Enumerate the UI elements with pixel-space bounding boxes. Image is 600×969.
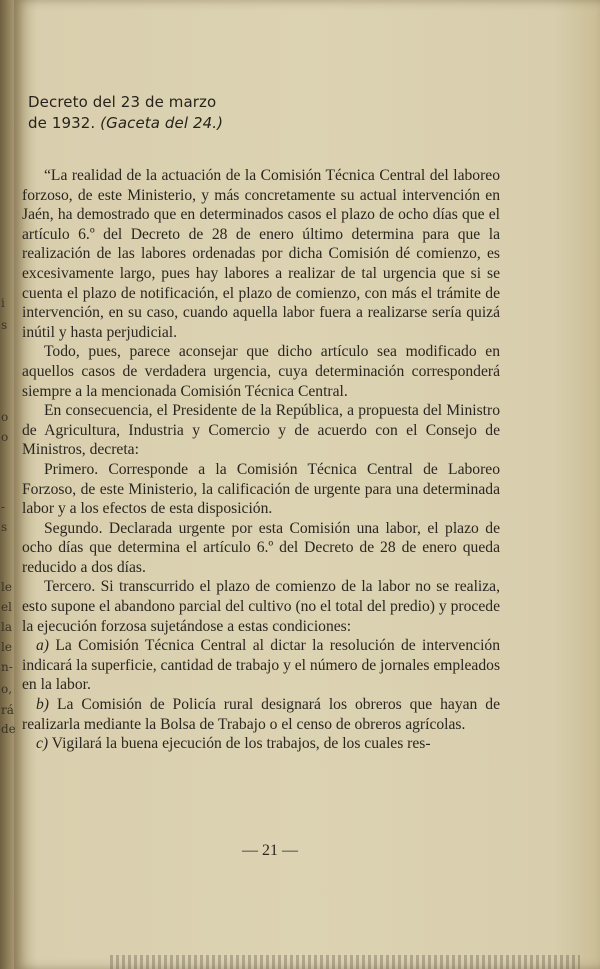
condition-letter: b) <box>36 696 49 714</box>
paragraph-decree: En consecuencia, el Presidente de la República, a propuesta del Ministro de Agricultura, Industria y Comercio y de acuerdo con el Consejo de Ministros, decreta: <box>22 402 500 459</box>
article-tercero: Tercero. Si transcurrido el plazo de comienzo de la labor no se realiza, esto supone el abandono parcial del cultivo (no el total del predio) y procede la ejecución forzosa sujetándose a estas condiciones: <box>22 578 500 635</box>
decree-heading <box>28 92 288 134</box>
heading-line-2 <box>28 113 288 134</box>
margin-fragment: s <box>1 318 8 332</box>
margin-fragment: el <box>1 600 12 614</box>
margin-fragment: le <box>1 580 12 594</box>
condition-letter: c) <box>36 735 49 753</box>
margin-fragment: la <box>1 620 12 634</box>
paragraph-motivation: Todo, pues, parece aconsejar que dicho artículo sea modificado en aquellos casos de verdadera urgencia, cuya determinación corresponderá siempre a la mencionada Comisión Técnica Central. <box>22 343 500 400</box>
condition-b <box>22 695 500 734</box>
adjacent-page-fragments <box>0 0 20 969</box>
margin-fragment: le <box>1 640 12 654</box>
margin-fragment: o <box>1 430 9 444</box>
condition-a <box>22 636 500 695</box>
condition-c <box>22 734 500 754</box>
margin-fragment: o <box>1 410 9 424</box>
condition-letter: a) <box>36 637 49 655</box>
margin-fragment: n- <box>1 660 13 674</box>
article-segundo: Segundo. Declarada urgente por esta Comisión una labor, el plazo de ocho días que determina el artículo 6.º del Decreto de 28 de enero queda reducido a dos días. <box>22 519 500 576</box>
margin-fragment: - <box>1 500 6 514</box>
article-primero: Primero. Corresponde a la Comisión Técnica Central de Laboreo Forzoso, de este Ministerio, la calificación de urgente para una determinada labor y a los efectos de esta disposición. <box>22 460 500 518</box>
condition-text: Vigilará la buena ejecución de los trabajos, de los cuales res- <box>51 735 431 753</box>
heading-line-1: Decreto del 23 de marzo <box>28 93 217 111</box>
page-number: — 21 — <box>242 842 298 859</box>
decree-body <box>22 166 500 754</box>
heading-source: (Gaceta del 24.) <box>100 114 224 132</box>
margin-fragment: s <box>1 520 8 534</box>
condition-text: La Comisión de Policía rural designará los obreros que hayan de realizarla mediante la Bolsa de Trabajo o el censo de obreros agrícolas. <box>22 696 500 733</box>
margin-fragment: o, <box>1 682 13 696</box>
next-page-edge <box>110 955 580 969</box>
margin-fragment: de <box>1 722 16 736</box>
margin-fragment: rá <box>1 703 14 717</box>
condition-text: La Comisión Técnica Central al dictar la resolución de intervención indicará la superficie, cantidad de trabajo y el número de jornales empleados en la labor. <box>22 637 501 694</box>
heading-date: de 1932. <box>28 114 96 132</box>
paragraph-preamble: “La realidad de la actuación de la Comisión Técnica Central del laboreo forzoso, de este Ministerio, y más concretamente su actual intervención en Jaén, ha demostrado que en determinados casos el plazo de ocho días que el artículo 6.º del Decreto de 28 de enero último determina para que la realización de las labores ordenadas por dicha Comisión dé comienzo, es excesivamente largo, pues hay labores a realizar de tal urgencia que si se cuenta el plazo de notificación, el plazo de comienzo, con más el trámite de intervención, en su caso, cuando aquella labor fuera a realizarse sería quizá inútil y hasta perjudicial. <box>22 167 500 341</box>
margin-fragment: i <box>1 296 5 310</box>
